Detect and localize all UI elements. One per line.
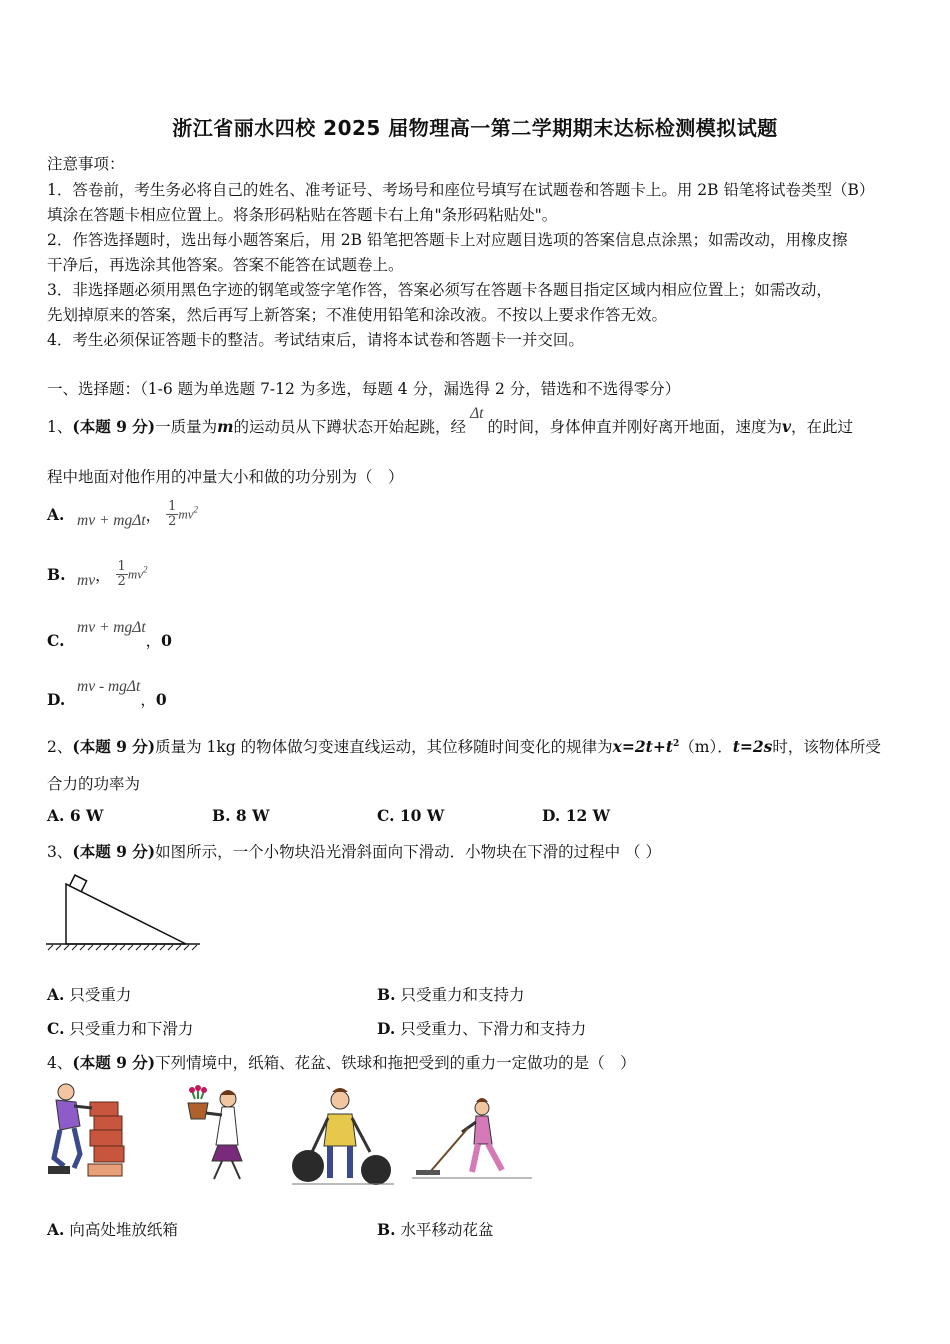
option-label: A. — [47, 806, 65, 825]
option-label: A. — [47, 1220, 65, 1239]
option-text: 水平移动花盆 — [400, 1221, 494, 1239]
option-c — [47, 1017, 193, 1039]
question-3-stem — [47, 840, 661, 862]
notice-heading: 注意事项： — [47, 155, 125, 173]
formula: x=2t+t — [612, 737, 673, 756]
option-a — [47, 806, 103, 825]
formula-sup: 2 — [673, 738, 680, 749]
stacking-boxes-illustration — [46, 1080, 138, 1180]
notice-line: 填涂在答题卡相应位置上。将条形码粘贴在答题卡右上角"条形码粘贴处"。 — [47, 206, 558, 224]
question-score: (本题 9 分) — [72, 1053, 156, 1072]
section-heading: 一、选择题：（1-6 题为单选题 7-12 为多选，每题 4 分，漏选得 2 分，错选和不选得零分） — [47, 380, 681, 398]
option-sep: ， — [95, 566, 111, 585]
option-expr: mv - mgΔt — [77, 678, 141, 695]
option-sup: 2 — [193, 504, 199, 515]
stem-text: （m）． — [679, 738, 733, 756]
option-text: 只受重力 — [69, 986, 132, 1004]
option-c — [377, 806, 444, 825]
question-4-stem — [47, 1051, 636, 1073]
fraction-den: 2 — [117, 574, 126, 589]
option-value: 0 — [155, 690, 167, 709]
option-label: B. — [212, 806, 231, 825]
question-score: (本题 9 分) — [72, 417, 156, 436]
fraction-num: 1 — [117, 559, 126, 574]
option-d — [377, 1017, 586, 1039]
option-tail: mv — [127, 566, 143, 582]
option-label: A. — [47, 505, 65, 524]
option-label: B. — [377, 985, 396, 1004]
option-d — [542, 806, 610, 825]
option-b — [377, 983, 524, 1005]
notice-line: 3．非选择题必须用黑色字迹的钢笔或签字笔作答，答案必须写在答题卡各题目指定区域内相应位置上；如需改动， — [47, 281, 832, 299]
var-m: m — [217, 417, 234, 436]
option-b — [212, 806, 270, 825]
stem-text: 的运动员从下蹲状态开始起跳，经 — [233, 418, 467, 436]
option-sep: ， — [145, 506, 162, 525]
stem-text: 一质量为 — [155, 418, 218, 436]
option-tail: mv — [178, 506, 194, 522]
option-text: 向高处堆放纸箱 — [69, 1221, 178, 1239]
option-text: 6 W — [69, 806, 104, 825]
option-label: C. — [47, 1019, 65, 1038]
question-score: (本题 9 分) — [72, 842, 156, 861]
iron-ball-illustration — [290, 1086, 398, 1188]
incline-triangle — [66, 884, 186, 944]
sliding-block — [70, 875, 87, 892]
stem-text: 质量为 1kg 的物体做匀变速直线运动，其位移随时间变化的规律为 — [155, 738, 613, 756]
option-label: D. — [47, 690, 66, 709]
option-sep: ， — [140, 691, 156, 709]
option-label: D. — [542, 806, 561, 825]
option-sup: 2 — [142, 564, 148, 575]
option-text: 12 W — [565, 806, 611, 825]
fraction-num: 1 — [168, 499, 177, 514]
var-v: v — [781, 417, 791, 436]
stem-text: 的时间，身体伸直并刚好离开地面，速度为 — [487, 418, 782, 436]
stem-text: 时，该物体所受 — [772, 738, 881, 756]
option-a — [47, 1218, 178, 1240]
option-d — [47, 674, 167, 709]
question-number: 1、 — [47, 418, 73, 436]
option-label: D. — [377, 1019, 396, 1038]
option-value: 0 — [161, 631, 172, 650]
ground-hatching — [48, 945, 197, 950]
option-b — [377, 1218, 493, 1240]
delta-t: Δt — [470, 405, 484, 422]
notice-line: 2．作答选择题时，选出每小题答案后，用 2B 铅笔把答题卡上对应题目选项的答案信息点涂黑；如需改动，用橡皮擦 — [47, 231, 848, 249]
moving-flowerpot-illustration — [182, 1085, 246, 1185]
option-expr: mv + mgΔt — [77, 511, 146, 529]
option-label: C. — [47, 631, 65, 650]
option-text: 10 W — [399, 806, 445, 825]
question-2-stem-line2: 合力的功率为 — [47, 775, 141, 793]
option-sep: ， — [145, 632, 162, 650]
option-label: B. — [47, 565, 66, 584]
notice-line: 1．答卷前，考生务必将自己的姓名、准考证号、考场号和座位号填写在试题卷和答题卡上。用 2B 铅笔将试卷类型（B） — [47, 181, 875, 199]
stem-text: 下列情境中，纸箱、花盆、铁球和拖把受到的重力一定做功的是（ ） — [155, 1054, 636, 1072]
option-text: 8 W — [235, 806, 270, 825]
notice-line: 先划掉原来的答案，然后再写上新答案；不准使用铅笔和涂改液。不按以上要求作答无效。 — [47, 306, 668, 324]
option-expr: mv — [77, 571, 96, 589]
option-b — [47, 560, 147, 589]
option-label: C. — [377, 806, 395, 825]
option-expr: mv + mgΔt — [77, 619, 146, 636]
fraction-den: 2 — [168, 514, 177, 529]
page-title: 浙江省丽水四校 2025 届物理高一第二学期期末达标检测模拟试题 — [172, 116, 778, 140]
incline-diagram — [44, 868, 204, 954]
option-label: A. — [47, 985, 65, 1004]
stem-text: ，在此过 — [791, 418, 854, 436]
notice-line: 4．考生必须保证答题卡的整洁。考试结束后，请将本试卷和答题卡一并交回。 — [47, 331, 584, 349]
fraction — [166, 500, 178, 529]
question-2-stem — [47, 735, 881, 757]
question-number: 3、 — [47, 843, 73, 861]
notice-line: 干净后，再选涂其他答案。答案不能答在试题卷上。 — [47, 256, 404, 274]
option-label: B. — [377, 1220, 396, 1239]
option-a — [47, 500, 198, 529]
question-number: 4、 — [47, 1054, 73, 1072]
question-number: 2、 — [47, 738, 73, 756]
question-1-stem — [47, 405, 854, 437]
mopping-illustration — [412, 1098, 536, 1184]
option-c — [47, 615, 172, 650]
question-1-stem-line2: 程中地面对他作用的冲量大小和做的功分别为（ ） — [47, 468, 404, 486]
option-text: 只受重力和支持力 — [400, 986, 525, 1004]
question-score: (本题 9 分) — [72, 737, 156, 756]
fraction — [116, 560, 128, 589]
option-text: 只受重力、下滑力和支持力 — [400, 1020, 587, 1038]
option-text: 只受重力和下滑力 — [69, 1020, 194, 1038]
option-a — [47, 983, 131, 1005]
stem-text: 如图所示，一个小物块沿光滑斜面向下滑动．小物块在下滑的过程中 （ ） — [155, 843, 661, 861]
condition: t=2s — [732, 737, 773, 756]
